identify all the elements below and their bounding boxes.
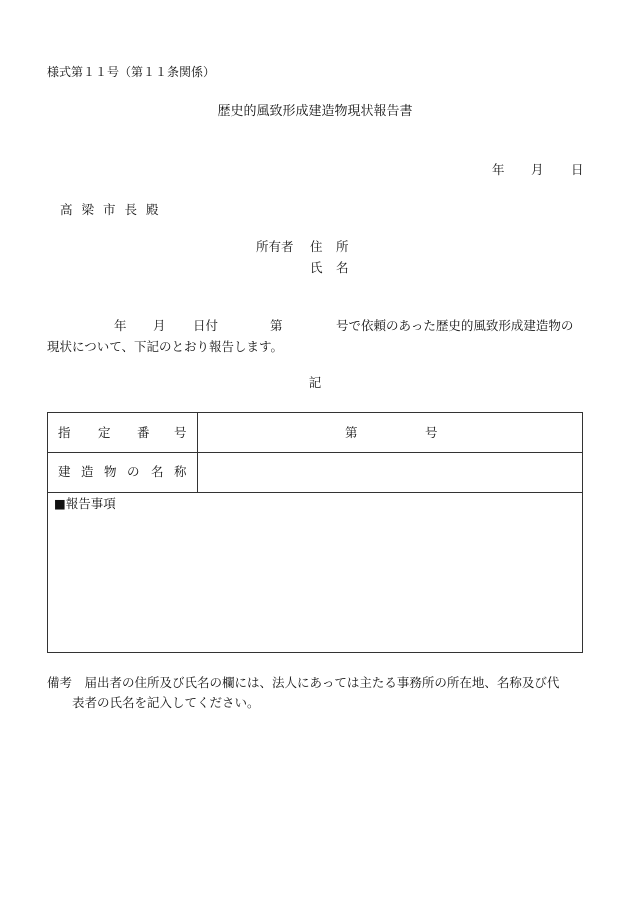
ki-heading: 記: [308, 375, 322, 390]
body-dai: 第: [270, 318, 283, 333]
body-text-line2: 現状について、下記のとおり報告します。: [47, 339, 284, 354]
row1-label-char: 号: [174, 425, 187, 440]
body-year: 年: [114, 318, 127, 333]
row2-label-char: 名: [151, 464, 164, 479]
date-month-label: 月: [531, 162, 544, 177]
form-number: 様式第１１号（第１１条関係）: [47, 65, 216, 79]
report-table: [47, 412, 583, 653]
note-line-2: 表者の氏名を記入してください。: [72, 695, 260, 710]
row2-label-char: 物: [104, 464, 117, 479]
row2-label-char: 建: [58, 464, 71, 479]
body-text: 号で依頼のあった歴史的風致形成建造物の: [336, 318, 574, 333]
body-dated: 日付: [193, 318, 219, 333]
row2-label-char: 造: [81, 464, 94, 479]
designation-go: 号: [425, 425, 438, 440]
row1-label-char: 指: [58, 425, 71, 440]
address-label-2: 所: [336, 239, 349, 254]
row1-label-char: 番: [137, 425, 150, 440]
row2-label-char: 称: [174, 464, 187, 479]
name-label-1: 氏: [310, 260, 323, 275]
body-month: 月: [153, 318, 166, 333]
designation-dai: 第: [345, 425, 358, 440]
row1-label-char: 定: [98, 425, 111, 440]
row2-label-char: の: [127, 464, 140, 479]
table-divider-2: [48, 492, 582, 493]
date-day-label: 日: [571, 162, 584, 177]
note-line-1: 備考 届出者の住所及び氏名の欄には、法人にあっては主たる事務所の所在地、名称及び代: [47, 675, 560, 690]
table-column-divider: [197, 413, 198, 493]
name-label-2: 名: [336, 260, 349, 275]
table-divider-1: [48, 452, 582, 453]
address-label-1: 住: [310, 239, 323, 254]
report-items-label: ■報告事項: [54, 496, 116, 511]
owner-label: 所有者: [256, 239, 294, 254]
document-title: 歴史的風致形成建造物現状報告書: [217, 104, 413, 119]
addressee: 高梁市長殿: [60, 202, 168, 217]
date-year-label: 年: [492, 162, 505, 177]
